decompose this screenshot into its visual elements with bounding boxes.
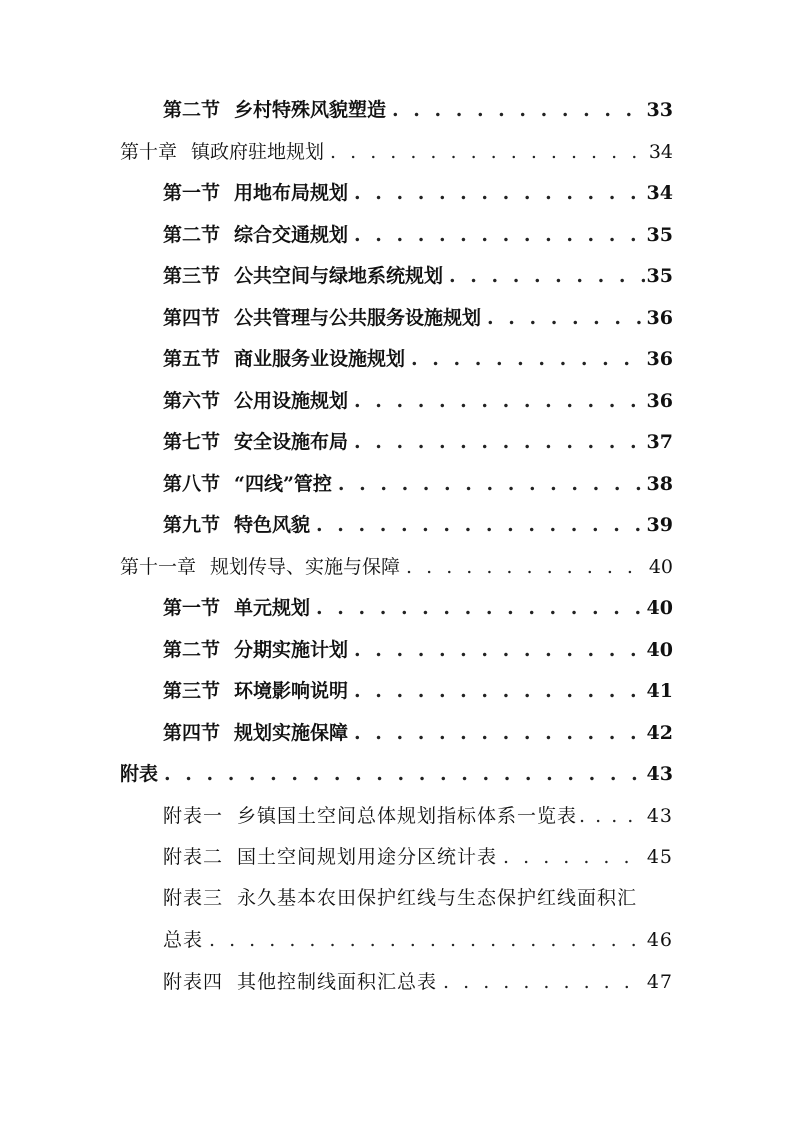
dot-leader xyxy=(348,386,645,416)
entry-number: 附表一 xyxy=(163,805,224,827)
page-number: 40 xyxy=(646,639,673,661)
toc-entry[interactable] xyxy=(0,220,794,250)
toc-chapter-entry[interactable] xyxy=(0,137,794,167)
page-number: 43 xyxy=(646,763,673,785)
entry-title: 分期实施计划 xyxy=(234,639,349,661)
toc-entry[interactable] xyxy=(0,386,794,416)
dot-leader xyxy=(310,510,645,540)
entry-number: 附表四 xyxy=(163,971,224,993)
toc-appendix-entry-line1[interactable] xyxy=(163,883,637,913)
entry-number: 附表三 xyxy=(163,887,224,909)
toc-entry[interactable] xyxy=(0,593,794,623)
entry-title: 用地布局规划 xyxy=(234,182,349,204)
dot-leader xyxy=(332,469,645,499)
toc-appendix-heading[interactable] xyxy=(0,759,794,789)
page-number: 43 xyxy=(646,805,673,827)
entry-number: 第六节 xyxy=(163,390,221,412)
toc-entry[interactable] xyxy=(0,303,794,333)
page-number: 35 xyxy=(646,224,673,246)
entry-title: 公共空间与绿地系统规划 xyxy=(234,265,444,287)
dot-leader xyxy=(481,303,645,333)
entry-title: 单元规划 xyxy=(234,597,311,619)
toc-appendix-entry[interactable] xyxy=(0,967,794,997)
page-number: 36 xyxy=(646,348,673,370)
dot-leader xyxy=(324,137,645,167)
entry-number: 第二节 xyxy=(163,639,221,661)
entry-number: 第四节 xyxy=(163,307,221,329)
toc-appendix-entry-line2[interactable] xyxy=(0,925,794,955)
dot-leader xyxy=(400,552,645,582)
dot-leader xyxy=(437,967,645,997)
entry-title: 乡镇国土空间总体规划指标体系一览表 xyxy=(237,805,578,827)
entry-number: 第二节 xyxy=(163,99,221,121)
page-number: 42 xyxy=(646,722,673,744)
page-number: 40 xyxy=(648,556,673,578)
entry-number: 第九节 xyxy=(163,514,221,536)
toc-entry[interactable] xyxy=(0,344,794,374)
toc-entry[interactable] xyxy=(0,261,794,291)
toc-entry[interactable] xyxy=(0,676,794,706)
entry-title: 永久基本农田保护红线与生态保护红线面积汇 xyxy=(237,887,638,909)
dot-leader xyxy=(348,178,645,208)
entry-title: 安全设施布局 xyxy=(234,431,349,453)
page-number: 38 xyxy=(646,473,673,495)
entry-title: 乡村特殊风貌塑造 xyxy=(234,99,387,121)
entry-title: 国土空间规划用途分区统计表 xyxy=(237,846,498,868)
entry-title: 其他控制线面积汇总表 xyxy=(237,971,438,993)
toc-entry[interactable] xyxy=(0,718,794,748)
toc-entry[interactable] xyxy=(0,469,794,499)
entry-title: 环境影响说明 xyxy=(234,680,349,702)
entry-number: 第十一章 xyxy=(120,556,197,578)
entry-title: 公用设施规划 xyxy=(234,390,349,412)
dot-leader xyxy=(348,676,645,706)
entry-title: 总表 xyxy=(163,929,204,951)
page-number: 47 xyxy=(646,971,673,993)
dot-leader xyxy=(348,718,645,748)
toc-chapter-entry[interactable] xyxy=(0,552,794,582)
dot-leader xyxy=(405,344,645,374)
entry-number: 第五节 xyxy=(163,348,221,370)
entry-number: 第十章 xyxy=(120,141,178,163)
entry-number: 第八节 xyxy=(163,473,221,495)
entry-number: 第七节 xyxy=(163,431,221,453)
dot-leader xyxy=(348,635,645,665)
page-number: 41 xyxy=(646,680,673,702)
page-number: 36 xyxy=(646,307,673,329)
dot-leader xyxy=(348,427,645,457)
toc-entry[interactable] xyxy=(0,178,794,208)
page-number: 34 xyxy=(648,141,673,163)
entry-title: 综合交通规划 xyxy=(234,224,349,246)
toc-appendix-entry[interactable] xyxy=(0,801,794,831)
page-number: 46 xyxy=(646,929,673,951)
entry-title: 镇政府驻地规划 xyxy=(191,141,325,163)
entry-number: 第一节 xyxy=(163,182,221,204)
page-number: 36 xyxy=(646,390,673,412)
dot-leader xyxy=(203,925,645,955)
page-number: 33 xyxy=(646,99,673,121)
entry-title: 商业服务业设施规划 xyxy=(234,348,406,370)
dot-leader xyxy=(348,220,645,250)
entry-number: 第三节 xyxy=(163,265,221,287)
entry-title: 特色风貌 xyxy=(234,514,311,536)
entry-number: 第一节 xyxy=(163,597,221,619)
toc-entry[interactable] xyxy=(0,427,794,457)
dot-leader xyxy=(158,759,645,789)
toc-appendix-entry[interactable] xyxy=(0,842,794,872)
entry-number: 第三节 xyxy=(163,680,221,702)
page-number: 37 xyxy=(646,431,673,453)
entry-title: 公共管理与公共服务设施规划 xyxy=(234,307,482,329)
toc-entry[interactable] xyxy=(0,95,794,125)
entry-title: 规划传导、实施与保障 xyxy=(210,556,401,578)
entry-number: 附表二 xyxy=(163,846,224,868)
page-number: 40 xyxy=(646,597,673,619)
dot-leader xyxy=(386,95,645,125)
dot-leader xyxy=(577,801,645,831)
page-number: 45 xyxy=(646,846,673,868)
entry-title: 附表 xyxy=(120,763,159,785)
dot-leader xyxy=(310,593,645,623)
toc-entry[interactable] xyxy=(0,510,794,540)
page-number: 34 xyxy=(646,182,673,204)
entry-title: “四线”管控 xyxy=(234,473,332,495)
entry-number: 第二节 xyxy=(163,224,221,246)
dot-leader xyxy=(443,261,645,291)
entry-number: 第四节 xyxy=(163,722,221,744)
page-number: 39 xyxy=(646,514,673,536)
toc-entry[interactable] xyxy=(0,635,794,665)
dot-leader xyxy=(497,842,645,872)
entry-title: 规划实施保障 xyxy=(234,722,349,744)
page-number: 35 xyxy=(646,265,673,287)
